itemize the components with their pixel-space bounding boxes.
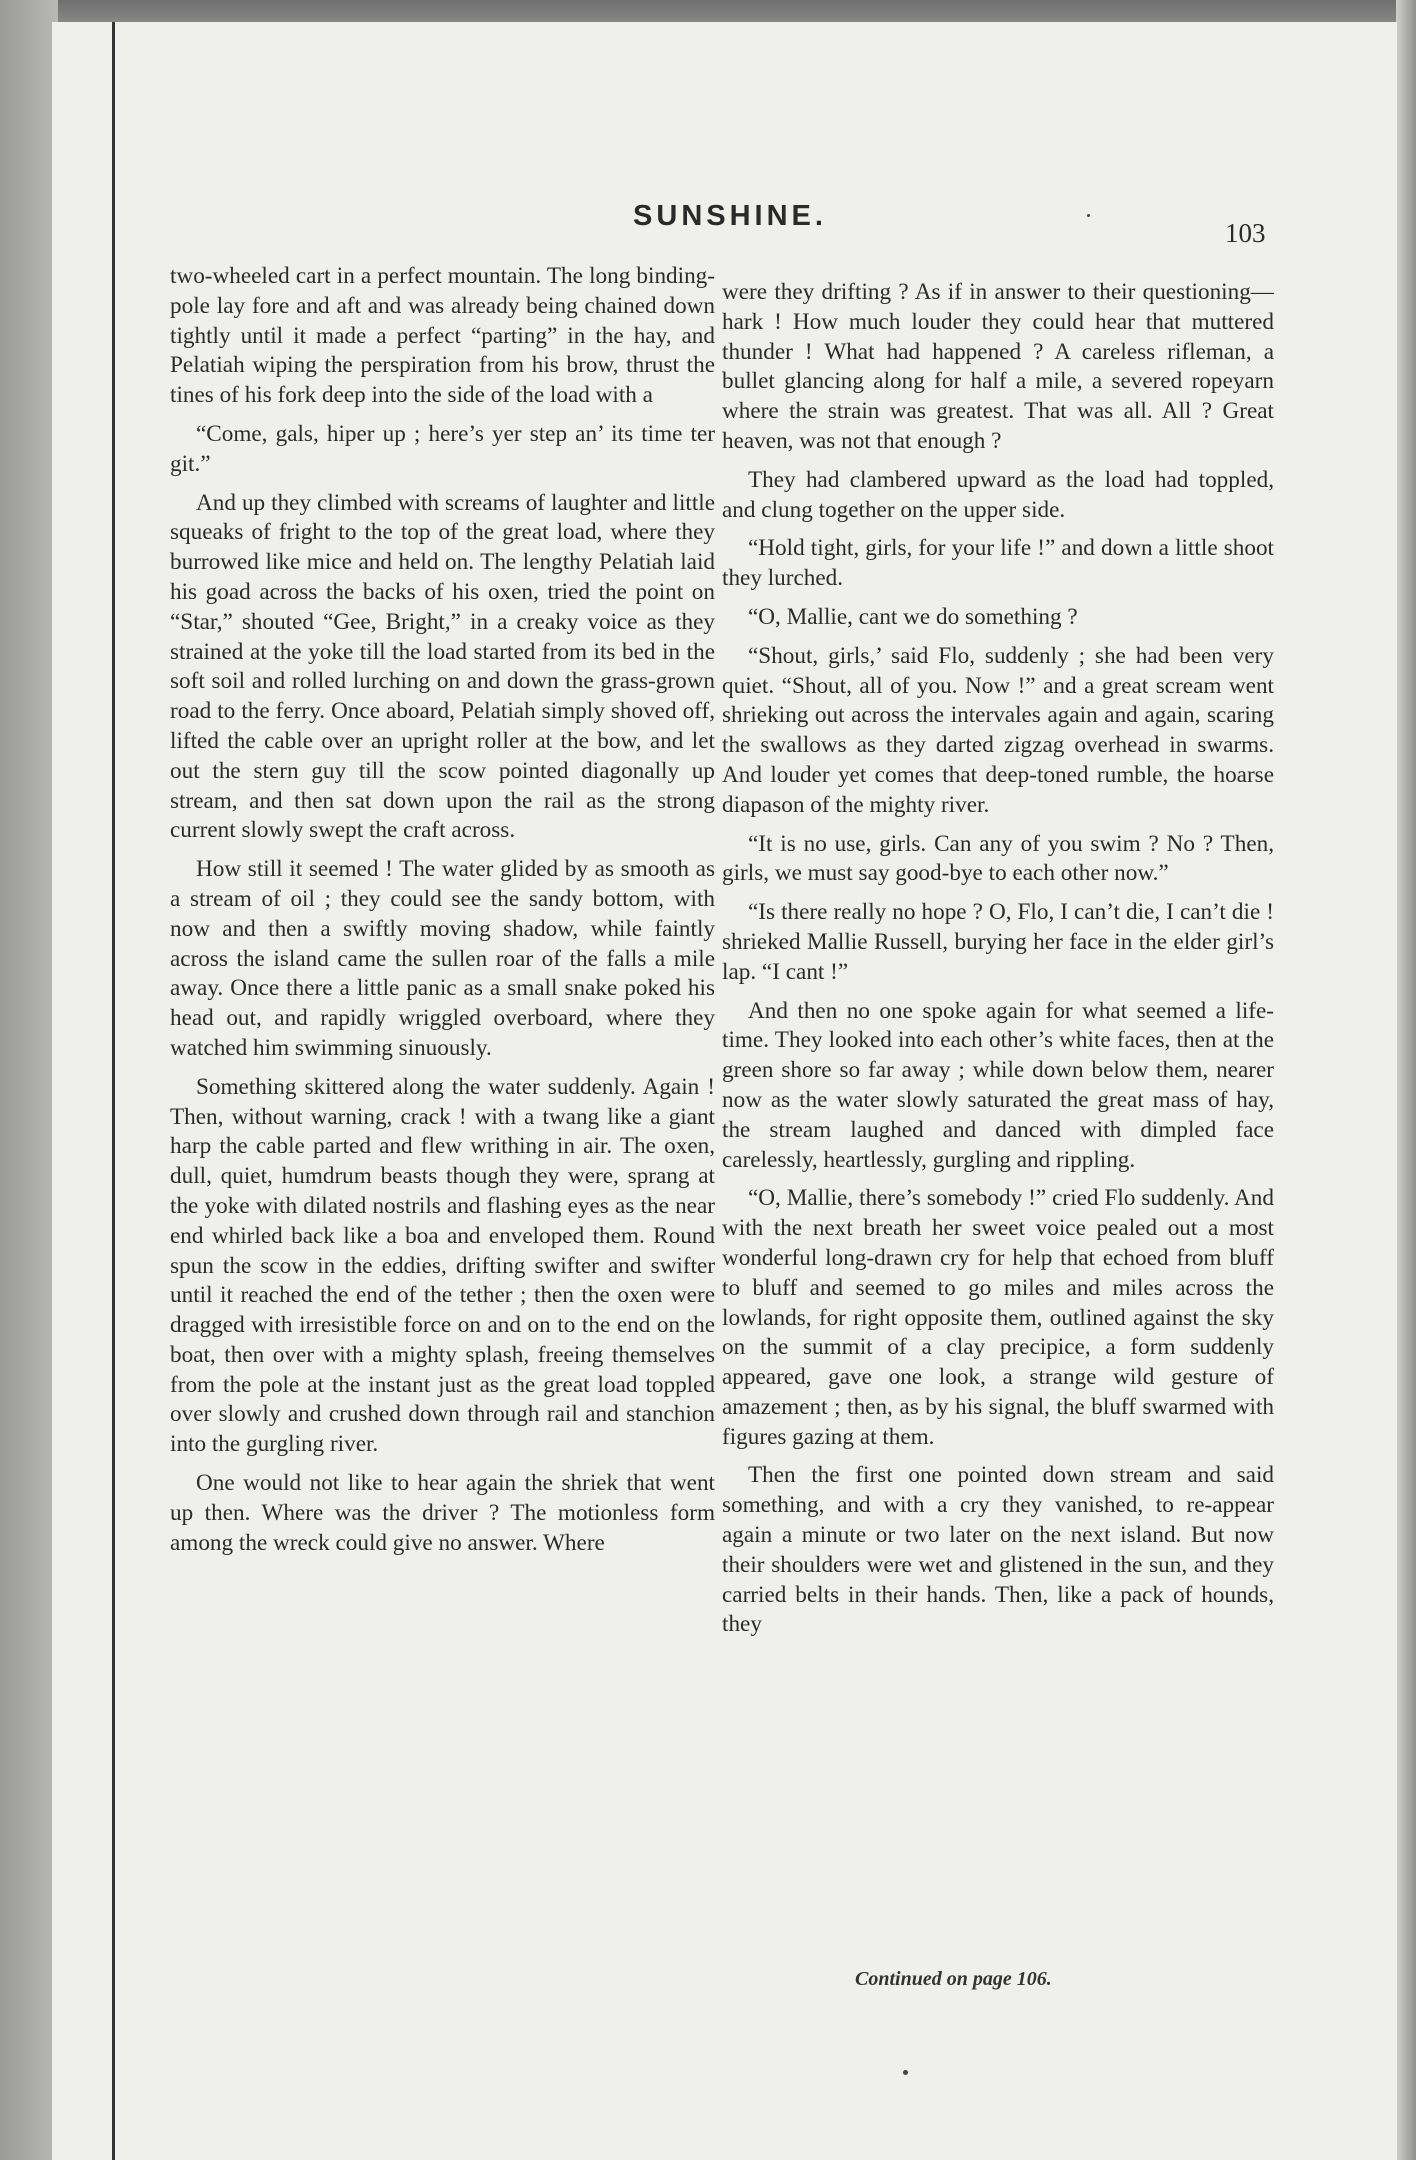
paragraph: “It is no use, girls. Can any of you swim ? No ? Then, girls, we must say good-bye to each other now.” (722, 830, 1274, 887)
paragraph: Something skittered along the water suddenly. Again ! Then, without warning, crack ! with a twang like a giant harp the cable parted and flew writhing in air. The oxen, dull, quiet, humdrum beasts though they were, sprang at the yoke with dilated nostrils and flashing eyes as the near end whirled back like a boa and enveloped them. Round spun the scow in the eddies, drifting swifter and swifter until it reached the end of the tether ; then the oxen were dragged with irresistible force on and on to the end on the boat, then over with a mighty splash, freeing themselves from the pole at the instant just as the great load toppled over slowly and crushed down through rail and stanchion into the gurgling river. (170, 1073, 715, 1458)
scan-background-left (0, 0, 58, 2160)
binding-edge (112, 22, 115, 2160)
paragraph: “O, Mallie, there’s somebody !” cried Flo suddenly. And with the next breath her sweet voice pealed out a most wonderful long-drawn cry for help that echoed from bluff to bluff and seemed to go miles and miles across the lowlands, for right opposite them, outlined against the sky on the summit of a clay precipice, a form suddenly appeared, gave one look, a strange wild gesture of amazement ; then, as by his signal, the bluff swarmed with figures gazing at them. (722, 1185, 1274, 1450)
paragraph: “Is there really no hope ? O, Flo, I can’t die, I can’t die ! shrieked Mallie Russell, burying her face in the elder girl’s lap. “I cant !” (722, 899, 1274, 985)
left-column (170, 262, 715, 1567)
continued-note: Continued on page 106. (855, 1968, 1052, 1990)
paragraph: “O, Mallie, cant we do something ? (748, 603, 1078, 630)
paragraph: They had clambered upward as the load had toppled, and clung together on the upper side. (722, 466, 1274, 523)
paragraph: two-wheeled cart in a perfect mountain. The long binding-pole lay fore and aft and was already being chained down tightly until it made a perfect “parting” in the hay, and Pelatiah wiping the perspiration from his brow, thrust the tines of his fork deep into the side of the load with a (170, 263, 715, 409)
paragraph: And up they climbed with screams of laughter and little squeaks of fright to the top of the great load, where they burrowed like mice and held on. The lengthy Pelatiah laid his goad across the backs of his oxen, tried the point on “Star,” shouted “Gee, Bright,” in a creaky voice as they strained at the yoke till the load started from its bed in the soft soil and rolled lurching on and down the grass-grown road to the ferry. Once aboard, Pelatiah simply shoved off, lifted the cable over an upright roller at the bow, and let out the stern guy till the scow pointed diagonally up stream, and then sat down upon the rail as the strong current slowly swept the craft across. (170, 489, 715, 844)
paragraph: “Come, gals, hiper up ; here’s yer step an’ its time ter git.” (170, 420, 715, 477)
ink-speck (903, 2070, 908, 2075)
paragraph: “Hold tight, girls, for your life !” and down a little shoot they lurched. (722, 535, 1274, 592)
page-number: 103 (1225, 218, 1266, 248)
paragraph: How still it seemed ! The water glided by as smooth as a stream of oil ; they could see the sandy bottom, with now and then a swiftly moving shadow, while faintly across the island came the sullen roar of the falls a mile away. Once there a little panic as a small snake poked his head out, and rapidly wriggled overboard, where they watched him swimming sinuously. (170, 856, 715, 1061)
paragraph: Then the first one pointed down stream and said something, and with a cry they vanished, to re-appear again a minute or two later on the next island. But now their shoulders were wet and glistened in the sun, and they carried belts in their hands. Then, like a pack of hounds, they (722, 1462, 1274, 1638)
right-column (722, 278, 1274, 1649)
paragraph: “Shout, girls,’ said Flo, suddenly ; she had been very quiet. “Shout, all of you. Now !” and a great scream went shrieking out across the intervales again and again, scaring the swallows as they darted zigzag overhead in swarms. And louder yet comes that deep-toned rumble, the hoarse diapason of the mighty river. (722, 642, 1274, 818)
ink-speck (1087, 214, 1090, 217)
paragraph: were they drifting ? As if in answer to their questioning—hark ! How much louder they could hear that muttered thunder ! What had happened ? A careless rifleman, a bullet glancing along for half a mile, a severed ropeyarn where the strain was greatest. That was all. All ? Great heaven, was not that enough ? (722, 279, 1274, 454)
scan-background-right (1396, 0, 1416, 2160)
paragraph: And then no one spoke again for what seemed a life-time. They looked into each other’s white faces, then at the green shore so far away ; while down below them, nearer now as the water slowly saturated the great mass of hay, the stream laughed and danced with dimpled face carelessly, heartlessly, gurgling and rippling. (722, 997, 1274, 1173)
page-title: SUNSHINE. (633, 200, 827, 232)
paragraph: One would not like to hear again the shriek that went up then. Where was the driver ? The motionless form among the wreck could give no answer. Where (170, 1470, 715, 1556)
